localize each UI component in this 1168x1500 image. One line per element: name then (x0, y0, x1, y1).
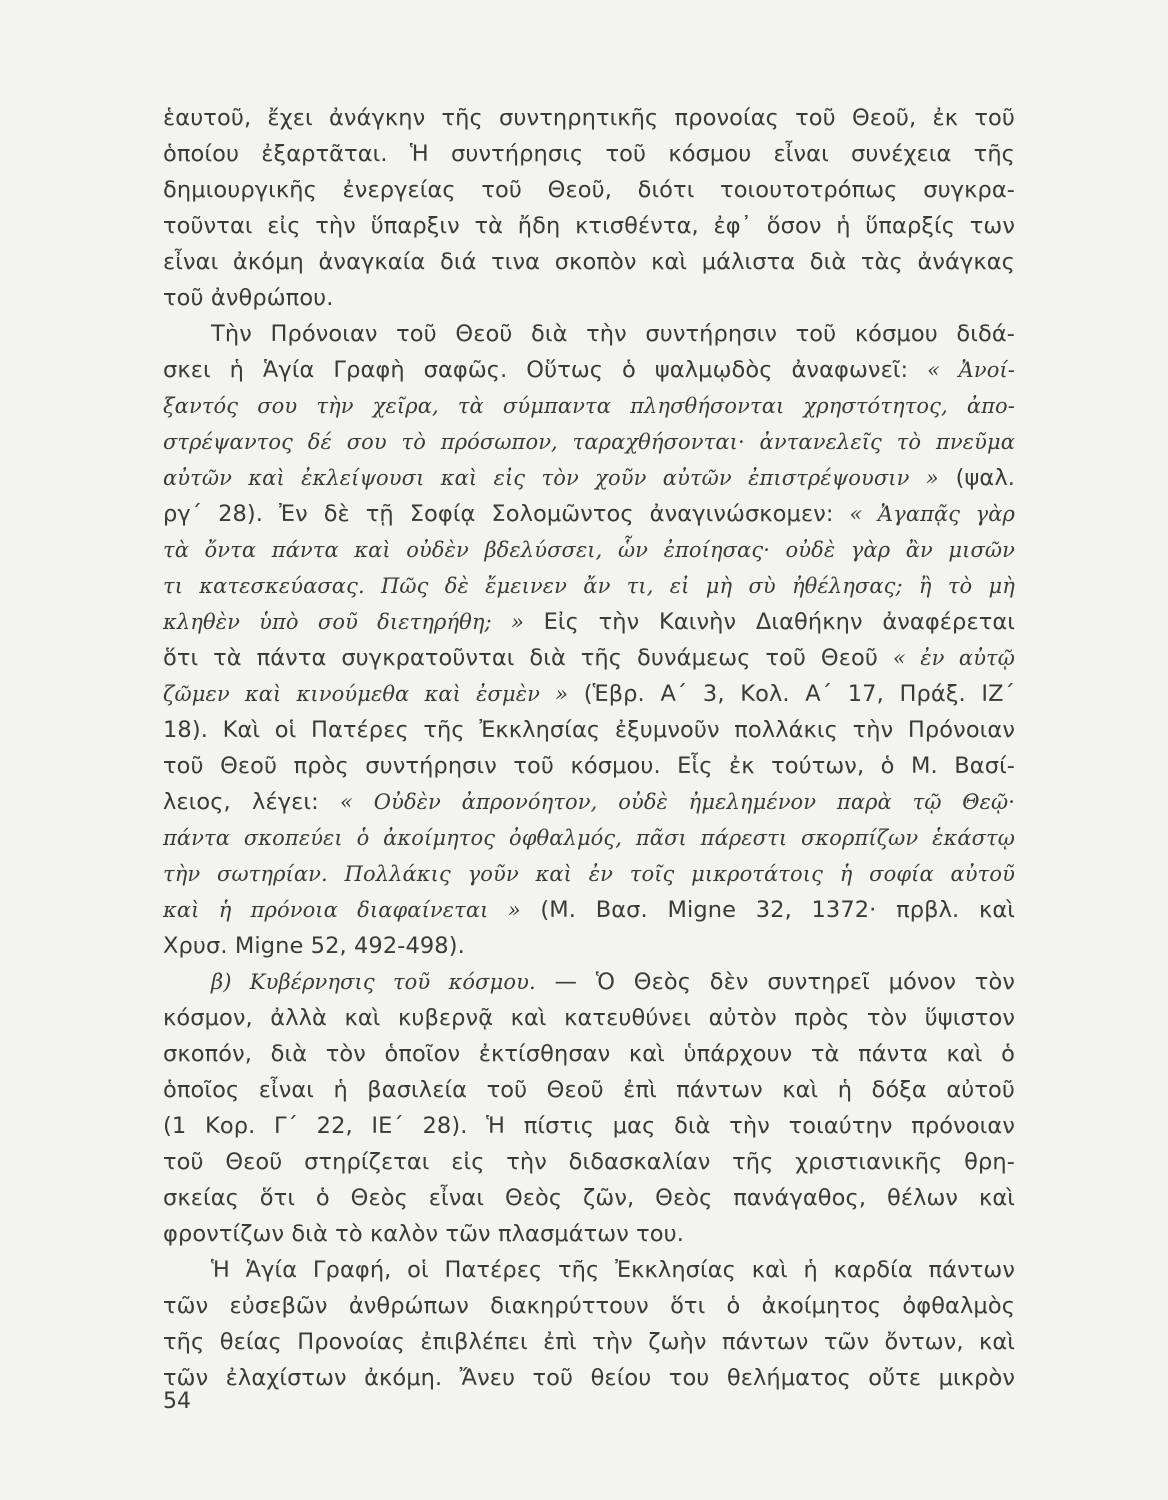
italic-text-run: « Οὐδὲν ἀπρονόητον, οὐδὲ ἠμελημένον παρὰ τῷ Θεῷ· (340, 790, 1015, 814)
text-run: κόσμον, ἀλλὰ καὶ κυβερνᾷ καὶ κατευθύνει αὐτὸν πρὸς τὸν ὕψιστον (163, 1005, 1015, 1031)
text-line (163, 568, 1015, 604)
text-line (163, 388, 1015, 424)
body-text (163, 100, 1015, 1396)
text-run: τῶν ἐλαχίστων ἀκόμη. Ἄνευ τοῦ θείου του θελήματος οὔτε μικρὸν (163, 1365, 1015, 1391)
italic-text-run: τὴν σωτηρίαν. Πολλάκις γοῦν καὶ ἐν τοῖς μικροτάτοις ἡ σοφία αὐτοῦ (163, 862, 1015, 886)
text-line (163, 1144, 1015, 1180)
text-run: ργ΄ 28). Ἐν δὲ τῇ Σοφίᾳ Σολομῶντος ἀναγινώσκομεν: (163, 501, 850, 527)
text-line (163, 208, 1015, 244)
text-run: λειος, λέγει: (163, 789, 341, 815)
text-run: 18). Καὶ οἱ Πατέρες τῆς Ἐκκλησίας ἐξυμνοῦν πολλάκις τὴν Πρόνοιαν (163, 717, 1015, 743)
text-line (163, 1252, 1015, 1288)
text-line (163, 1108, 1015, 1144)
text-line (163, 892, 1015, 928)
text-line (163, 100, 1015, 136)
text-line (163, 1324, 1015, 1360)
italic-text-run: « ἐν αὐτῷ (892, 646, 1016, 670)
text-line (163, 676, 1015, 712)
italic-text-run: στρέψαντος δέ σου τὸ πρόσωπον, ταραχθήσονται· ἀντανελεῖς τὸ πνεῦμα (163, 430, 1015, 454)
text-run: σκείας ὅτι ὁ Θεὸς εἶναι Θεὸς ζῶν, Θεὸς πανάγαθος, θέλων καὶ (163, 1185, 1015, 1211)
italic-text-run: καὶ ἡ πρόνοια διαφαίνεται » (163, 898, 521, 922)
text-run: τῶν εὐσεβῶν ἀνθρώπων διακηρύττουν ὅτι ὁ ἀκοίμητος ὀφθαλμὸς (163, 1293, 1015, 1319)
text-line (163, 1288, 1015, 1324)
text-line (163, 784, 1015, 820)
text-run: Ἡ Ἁγία Γραφή, οἱ Πατέρες τῆς Ἐκκλησίας καὶ ἡ καρδία πάντων (211, 1257, 1015, 1283)
text-run: ὅτι τὰ πάντα συγκρατοῦνται διὰ τῆς δυνάμεως τοῦ Θεοῦ (163, 645, 893, 671)
text-line (163, 1216, 1015, 1252)
italic-text-run: τὰ ὄντα πάντα καὶ οὐδὲν βδελύσσει, ὧν ἐποίησας· οὐδὲ γὰρ ἂν μισῶν (163, 538, 1015, 562)
text-line (163, 1000, 1015, 1036)
text-run: (Μ. Βασ. Migne 32, 1372· πρβλ. καὶ (520, 897, 1015, 923)
text-line (163, 460, 1015, 496)
text-run: ὁποῖος εἶναι ἡ βασιλεία τοῦ Θεοῦ ἐπὶ πάντων καὶ ἡ δόξα αὐτοῦ (163, 1077, 1015, 1103)
italic-text-run: πάντα σκοπεύει ὁ ἀκοίμητος ὀφθαλμός, πᾶσι πάρεστι σκορπίζων ἑκάστῳ (163, 826, 1015, 850)
text-line (163, 1180, 1015, 1216)
text-run: (Ἑβρ. Α΄ 3, Κολ. Α΄ 17, Πράξ. ΙΖ΄ (568, 681, 1015, 707)
text-run: ὁποίου ἐξαρτᾶται. Ἡ συντήρησις τοῦ κόσμου εἶναι συνέχεια τῆς (163, 141, 1015, 167)
text-run: σκει ἡ Ἁγία Γραφὴ σαφῶς. Οὕτως ὁ ψαλμῳδὸς ἀναφωνεῖ: (163, 357, 928, 383)
text-run: σκοπόν, διὰ τὸν ὁποῖον ἐκτίσθησαν καὶ ὑπάρχουν τὰ πάντα καὶ ὁ (163, 1041, 1015, 1067)
text-line (163, 1360, 1015, 1396)
text-line (163, 496, 1015, 532)
italic-text-run: β) Κυβέρνησις τοῦ κόσμου. (211, 970, 536, 994)
text-line (163, 1036, 1015, 1072)
text-line (163, 352, 1015, 388)
text-line (163, 172, 1015, 208)
text-run: (ψαλ. (938, 465, 1016, 491)
text-line (163, 712, 1015, 748)
text-run: Εἰς τὴν Καινὴν Διαθήκην ἀναφέρεται (523, 609, 1015, 635)
italic-text-run: « Ἀγαπᾷς γὰρ (849, 502, 1015, 526)
text-line (163, 640, 1015, 676)
text-line (163, 532, 1015, 568)
text-run: τοῦ ἀνθρώπου. (163, 285, 334, 311)
text-line (163, 928, 1015, 964)
italic-text-run: κληθὲν ὑπὸ σοῦ διετηρήθη; » (163, 610, 524, 634)
italic-text-run: « Ἀνοί- (927, 358, 1015, 382)
text-line (163, 748, 1015, 784)
text-line (163, 1072, 1015, 1108)
text-run: τοῦνται εἰς τὴν ὕπαρξιν τὰ ἤδη κτισθέντα, ἐφ᾿ ὅσον ἡ ὕπαρξίς των (163, 213, 1015, 239)
text-run: τοῦ Θεοῦ πρὸς συντήρησιν τοῦ κόσμου. Εἷς ἐκ τούτων, ὁ Μ. Βασί- (163, 753, 1015, 779)
text-line (163, 280, 1015, 316)
text-line (163, 820, 1015, 856)
page-number: 54 (163, 1389, 191, 1414)
text-run: εἶναι ἀκόμη ἀναγκαία διά τινα σκοπὸν καὶ μάλιστα διὰ τὰς ἀνάγκας (163, 249, 1015, 275)
text-line (163, 316, 1015, 352)
text-run: δημιουργικῆς ἐνεργείας τοῦ Θεοῦ, διότι τοιουτοτρόπως συγκρα- (163, 177, 1015, 203)
italic-text-run: αὐτῶν καὶ ἐκλείψουσι καὶ εἰς τὸν χοῦν αὐτῶν ἐπιστρέψουσιν » (163, 466, 939, 490)
text-run: — Ὁ Θεὸς δὲν συντηρεῖ μόνον τὸν (535, 969, 1015, 995)
text-run: ἑαυτοῦ, ἔχει ἀνάγκην τῆς συντηρητικῆς προνοίας τοῦ Θεοῦ, ἐκ τοῦ (163, 105, 1015, 131)
text-run: τῆς θείας Προνοίας ἐπιβλέπει ἐπὶ τὴν ζωὴν πάντων τῶν ὄντων, καὶ (163, 1329, 1015, 1355)
text-run: (1 Κορ. Γ΄ 22, ΙΕ΄ 28). Ἡ πίστις μας διὰ τὴν τοιαύτην πρόνοιαν (163, 1113, 1015, 1139)
text-line (163, 244, 1015, 280)
text-run: τοῦ Θεοῦ στηρίζεται εἰς τὴν διδασκαλίαν τῆς χριστιανικῆς θρη- (163, 1149, 1015, 1175)
text-line (163, 604, 1015, 640)
text-run: Τὴν Πρόνοιαν τοῦ Θεοῦ διὰ τὴν συντήρησιν τοῦ κόσμου διδά- (211, 321, 1015, 347)
text-line (163, 424, 1015, 460)
text-line (163, 136, 1015, 172)
text-line (163, 856, 1015, 892)
italic-text-run: ξαντός σου τὴν χεῖρα, τὰ σύμπαντα πλησθήσονται χρηστότητος, ἀπο- (163, 394, 1015, 418)
text-run: Χρυσ. Migne 52, 492-498). (163, 933, 465, 959)
text-line (163, 964, 1015, 1000)
text-run: φροντίζων διὰ τὸ καλὸν τῶν πλασμάτων του. (163, 1221, 685, 1247)
italic-text-run: τι κατεσκεύασας. Πῶς δὲ ἔμεινεν ἄν τι, εἰ μὴ σὺ ἠθέλησας; ἢ τὸ μὴ (163, 574, 1015, 598)
italic-text-run: ζῶμεν καὶ κινούμεθα καὶ ἐσμὲν » (163, 682, 569, 706)
